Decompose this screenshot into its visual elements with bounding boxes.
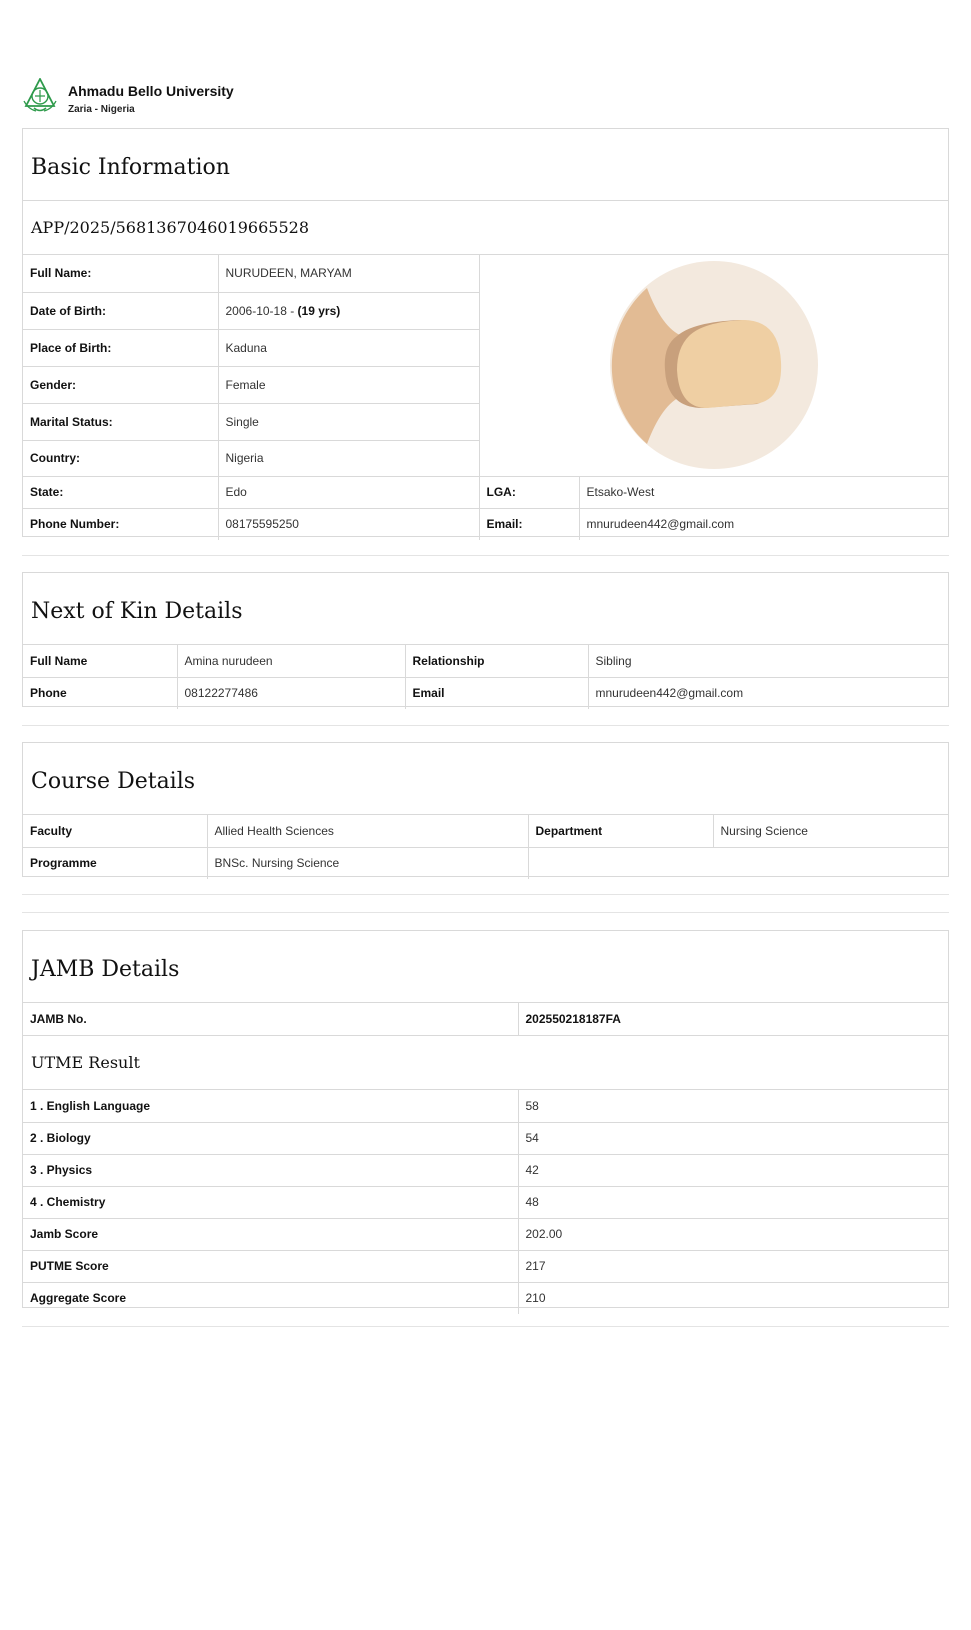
dob-label: Date of Birth: — [23, 292, 218, 329]
empty-cell — [528, 847, 948, 879]
age-value: (19 yrs) — [297, 303, 341, 318]
state-label: State: — [23, 476, 218, 508]
university-location: Zaria - Nigeria — [68, 104, 135, 115]
marital-status-label: Marital Status: — [23, 403, 218, 440]
department-label: Department — [528, 815, 713, 847]
country-label: Country: — [23, 440, 218, 476]
putme-score-label: PUTME Score — [23, 1250, 518, 1282]
utme-result-title: UTME Result — [23, 1035, 948, 1090]
kin-relationship-label: Relationship — [405, 645, 588, 677]
subject-score: 54 — [518, 1122, 948, 1154]
lga-label: LGA: — [479, 476, 579, 508]
subject-score: 42 — [518, 1154, 948, 1186]
jamb-score-value: 202.00 — [518, 1218, 948, 1250]
phone-value: 08175595250 — [218, 508, 479, 540]
subject-score: 48 — [518, 1186, 948, 1218]
email-value: mnurudeen442@gmail.com — [579, 508, 948, 540]
basic-information-table — [23, 255, 948, 540]
applicant-photo — [607, 258, 821, 472]
aggregate-score-value: 210 — [518, 1282, 948, 1314]
lga-value: Etsako-West — [579, 476, 948, 508]
kin-email-label: Email — [405, 677, 588, 709]
basic-information-card — [22, 128, 949, 537]
state-value: Edo — [218, 476, 479, 508]
marital-status-value: Single — [218, 403, 479, 440]
university-name: Ahmadu Bello University — [68, 83, 234, 99]
country-value: Nigeria — [218, 440, 479, 476]
department-value: Nursing Science — [713, 815, 948, 847]
university-logo-icon — [22, 78, 58, 114]
email-label: Email: — [479, 508, 579, 540]
subject-label: 4 . Chemistry — [23, 1186, 518, 1218]
kin-phone-label: Phone — [23, 677, 177, 709]
utme-result-table — [23, 1090, 948, 1314]
dob-value — [218, 292, 479, 329]
subject-label: 2 . Biology — [23, 1122, 518, 1154]
divider — [22, 894, 949, 895]
gender-label: Gender: — [23, 366, 218, 403]
phone-label: Phone Number: — [23, 508, 218, 540]
dob-date: 2006-10-18 - — [225, 303, 298, 318]
divider — [22, 725, 949, 726]
programme-label: Programme — [23, 847, 207, 879]
subject-label: 3 . Physics — [23, 1154, 518, 1186]
section-title: Basic Information — [23, 129, 948, 201]
next-of-kin-table — [23, 645, 948, 709]
faculty-value: Allied Health Sciences — [207, 815, 528, 847]
kin-phone-value: 08122277486 — [177, 677, 405, 709]
pob-value: Kaduna — [218, 329, 479, 366]
divider — [22, 555, 949, 556]
section-title: Course Details — [23, 743, 948, 815]
jamb-no-value: 202550218187FA — [518, 1003, 948, 1035]
kin-name-value: Amina nurudeen — [177, 645, 405, 677]
jamb-no-label: JAMB No. — [23, 1003, 518, 1035]
divider — [22, 912, 949, 913]
next-of-kin-card — [22, 572, 949, 707]
full-name-label: Full Name: — [23, 255, 218, 292]
course-details-card — [22, 742, 949, 877]
application-number: APP/2025/5681367046019665528 — [23, 201, 948, 255]
subject-label: 1 . English Language — [23, 1090, 518, 1122]
divider — [22, 1326, 949, 1327]
kin-email-value: mnurudeen442@gmail.com — [588, 677, 948, 709]
university-header — [22, 78, 422, 118]
putme-score-value: 217 — [518, 1250, 948, 1282]
course-details-table — [23, 815, 948, 879]
programme-value: BNSc. Nursing Science — [207, 847, 528, 879]
subject-score: 58 — [518, 1090, 948, 1122]
gender-value: Female — [218, 366, 479, 403]
full-name-value: NURUDEEN, MARYAM — [218, 255, 479, 292]
faculty-label: Faculty — [23, 815, 207, 847]
section-title: Next of Kin Details — [23, 573, 948, 645]
jamb-score-label: Jamb Score — [23, 1218, 518, 1250]
kin-relationship-value: Sibling — [588, 645, 948, 677]
section-title: JAMB Details — [23, 931, 948, 1003]
kin-name-label: Full Name — [23, 645, 177, 677]
pob-label: Place of Birth: — [23, 329, 218, 366]
aggregate-score-label: Aggregate Score — [23, 1282, 518, 1314]
jamb-number-table — [23, 1003, 948, 1035]
jamb-details-card — [22, 930, 949, 1308]
photo-cell — [479, 255, 948, 476]
